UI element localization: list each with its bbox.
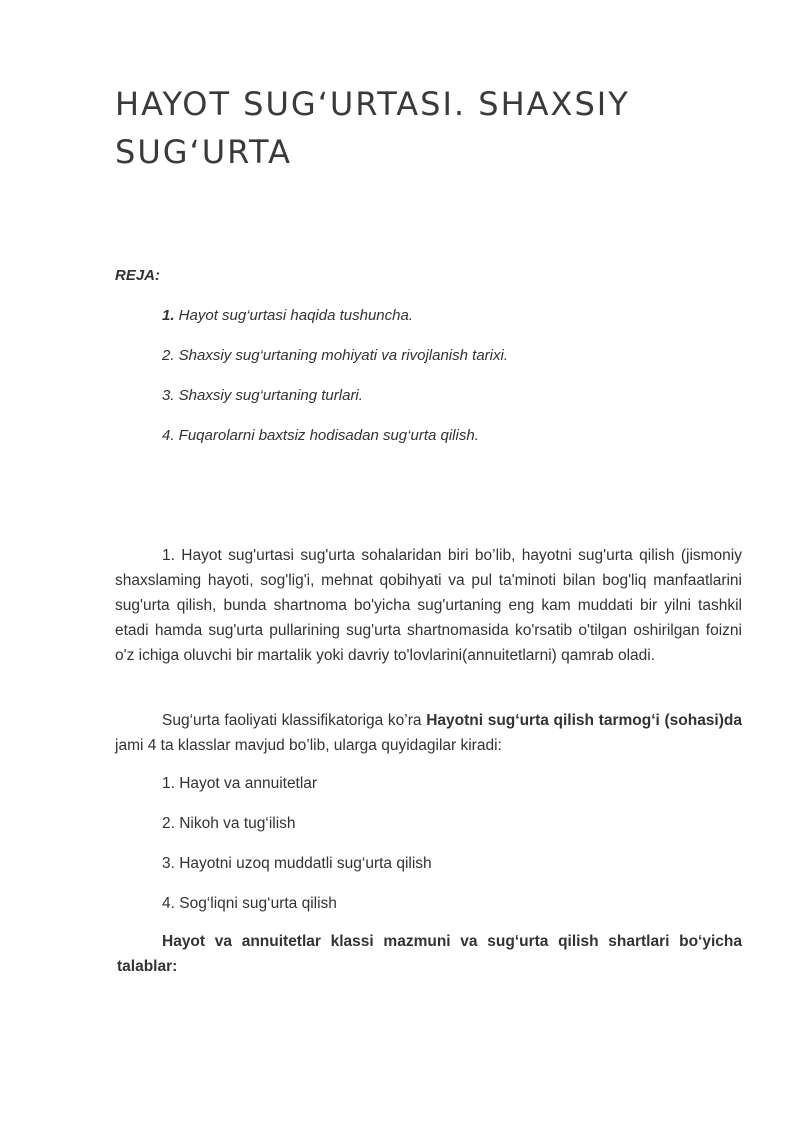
class-item: 2. Nikoh va tug‘ilish	[162, 815, 296, 832]
class-item: 3. Hayotni uzoq muddatli sug‘urta qilish	[162, 855, 432, 872]
plan-label: REJA:	[115, 267, 161, 284]
paragraph-classifier-end: jami 4 ta klasslar mavjud bo’lib, ularga quyidagilar kiradi:	[115, 737, 502, 754]
plan-item-number: 1.	[162, 307, 175, 324]
paragraph-life-insurance: 1. Hayot sug'urtasi sug'urta sohalaridan biri bo’lib, hayotni sug'urta qilish (jismoniy shaxslaming hayoti, sog'lig'i, mehnat qobihyati va pul ta'minoti bilan bog'liq manfaatlarini sug'urta qilish, bunda shartnoma bo'yicha sug'urtaning eng kam muddati bir yilni tashkil etadi hamda sug'urta pullarining sug'urta shartnomasida ko'rsatib o'tilgan oshirilgan foizni o'z ichiga oluvchi bir martalik yoki davriy to'lovlarini(annuitetlarni) qamrab oladi.	[115, 547, 742, 664]
paragraph-classifier-start: Sug‘urta faoliyati klassifikatoriga ko’ra	[162, 712, 427, 729]
plan-item	[162, 385, 508, 425]
plan-item	[162, 305, 508, 345]
plan-item-text: 4. Fuqarolarni baxtsiz hodisadan sug‘urta qilish.	[162, 427, 479, 444]
class-list	[162, 772, 432, 932]
document-title: HAYOT SUG‘URTASI. SHAXSIY SUG‘URTA	[115, 85, 630, 171]
plan-item-text: 2. Shaxsiy sug‘urtaning mohiyati va rivojlanish tarixi.	[162, 347, 508, 364]
plan-item-text: Hayot sug‘urtasi haqida tushuncha.	[174, 307, 413, 324]
plan-item	[162, 425, 508, 465]
plan-item-text: 3. Shaxsiy sug‘urtaning turlari.	[162, 387, 363, 404]
class-item: 1. Hayot va annuitetlar	[162, 775, 318, 792]
plan-list	[162, 305, 508, 465]
plan-item	[162, 345, 508, 385]
paragraph-requirements-heading: Hayot va annuitetlar klassi mazmuni va sug‘urta qilish shartlari bo‘yicha talablar:	[117, 933, 742, 975]
class-item: 4. Sog‘liqni sug‘urta qilish	[162, 895, 337, 912]
paragraph-classifier	[115, 708, 742, 758]
paragraph-classifier-bold: Hayotni sug‘urta qilish tarmog‘i (sohasi)da	[426, 712, 742, 729]
